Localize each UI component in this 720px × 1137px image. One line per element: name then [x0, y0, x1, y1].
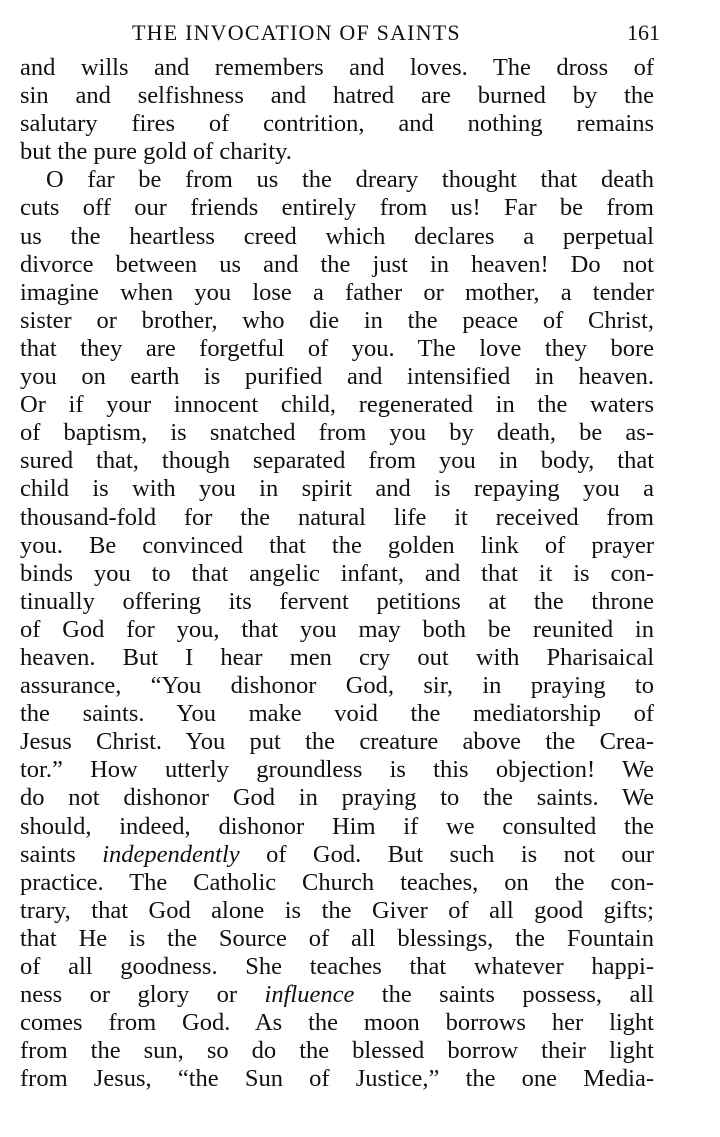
- text-run: sured that, though separated from you in body, that: [20, 447, 654, 475]
- text-line: [20, 532, 654, 560]
- text-line: [20, 841, 654, 869]
- text-run: tor.” How utterly groundless is this objection! We: [20, 756, 654, 784]
- text-run: heaven. But I hear men cry out with Pharisaical: [20, 643, 654, 671]
- text-line: [20, 504, 654, 532]
- text-run: Or if your innocent child, regenerated in the waters: [20, 391, 654, 419]
- text-run: comes from God. As the moon borrows her light: [20, 1009, 654, 1037]
- text-line: [20, 953, 654, 981]
- text-line: [20, 813, 654, 841]
- text-run: you. Be convinced that the golden link of prayer: [20, 531, 654, 559]
- text-line: [20, 166, 654, 194]
- text-line: [20, 1065, 654, 1093]
- text-run: that He is the Source of all blessings, the Fountain: [20, 924, 654, 952]
- text-line: [20, 644, 654, 672]
- text-line: [20, 475, 654, 503]
- text-run: assurance, “You dishonor God, sir, in praying to: [20, 672, 654, 700]
- text-line: [20, 925, 654, 953]
- text-line: [20, 363, 654, 391]
- text-run: but the pure gold of charity.: [20, 138, 292, 166]
- running-head: [20, 18, 660, 54]
- text-run: O far be from us the dreary thought that death: [46, 166, 654, 194]
- text-run: you on earth is purified and intensified in heaven.: [20, 363, 654, 391]
- text-run: should, indeed, dishonor Him if we consulted the: [20, 812, 654, 840]
- text-line: [20, 447, 654, 475]
- text-run: saints: [20, 840, 103, 868]
- text-run: imagine when you lose a father or mother, a tender: [20, 278, 654, 306]
- text-line: [20, 869, 654, 897]
- text-line: [20, 110, 654, 138]
- text-run: do not dishonor God in praying to the saints. We: [20, 784, 654, 812]
- text-line: [20, 560, 654, 588]
- text-run: sister or brother, who die in the peace of Christ,: [20, 306, 654, 334]
- text-run: sin and selfishness and hatred are burned by the: [20, 82, 654, 110]
- text-line: [20, 1037, 654, 1065]
- text-run: ness or glory or: [20, 981, 265, 1009]
- text-run: of God for you, that you may both be reunited in: [20, 615, 654, 643]
- text-line: [20, 391, 654, 419]
- text-run: tinually offering its fervent petitions at the throne: [20, 587, 654, 615]
- text-line: [20, 784, 654, 812]
- text-line: [20, 728, 654, 756]
- text-run: practice. The Catholic Church teaches, on the con-: [20, 868, 654, 896]
- text-line: [20, 588, 654, 616]
- text-line: [20, 223, 654, 251]
- text-run: of baptism, is snatched from you by death, be as-: [20, 419, 654, 447]
- text-line: [20, 335, 654, 363]
- text-line: [20, 307, 654, 335]
- text-run: divorce between us and the just in heaven! Do not: [20, 250, 654, 278]
- text-run: cuts off our friends entirely from us! Far be from: [20, 194, 654, 222]
- text-line: [20, 251, 654, 279]
- text-run: binds you to that angelic infant, and that it is con-: [20, 559, 654, 587]
- text-line: [20, 672, 654, 700]
- text-line: [20, 279, 654, 307]
- italic-text: independently: [102, 840, 240, 868]
- running-title: THE INVOCATION OF SAINTS: [132, 20, 461, 45]
- text-run: salutary fires of contrition, and nothing remains: [20, 110, 654, 138]
- text-line: [20, 616, 654, 644]
- book-page: [20, 18, 660, 1093]
- text-run: thousand-fold for the natural life it received from: [20, 503, 654, 531]
- text-run: the saints possess, all: [354, 981, 654, 1009]
- text-run: child is with you in spirit and is repaying you a: [20, 475, 654, 503]
- text-run: of all goodness. She teaches that whatever happi-: [20, 953, 654, 980]
- text-line: [20, 194, 654, 222]
- text-run: us the heartless creed which declares a perpetual: [20, 222, 654, 250]
- text-run: trary, that God alone is the Giver of all good gifts;: [20, 896, 654, 924]
- text-line: [20, 981, 654, 1009]
- text-run: from the sun, so do the blessed borrow their light: [20, 1037, 654, 1065]
- text-line: [20, 1009, 654, 1037]
- text-line: [20, 82, 654, 110]
- text-line: [20, 897, 654, 925]
- text-run: Jesus Christ. You put the creature above the Crea-: [20, 728, 654, 756]
- text-run: the saints. You make void the mediatorship of: [20, 700, 654, 728]
- text-line: [20, 756, 654, 784]
- text-run: and wills and remembers and loves. The dross of: [20, 54, 654, 81]
- page-number: 161: [627, 20, 660, 45]
- italic-text: influence: [264, 981, 355, 1009]
- body-text: [20, 54, 660, 1093]
- text-line: [20, 54, 654, 82]
- text-line: [20, 419, 654, 447]
- text-run: from Jesus, “the Sun of Justice,” the one Media-: [20, 1065, 654, 1093]
- text-line: [20, 700, 654, 728]
- text-run: that they are forgetful of you. The love they bore: [20, 334, 654, 362]
- text-run: of God. But such is not our: [239, 840, 655, 868]
- text-line: [20, 138, 654, 166]
